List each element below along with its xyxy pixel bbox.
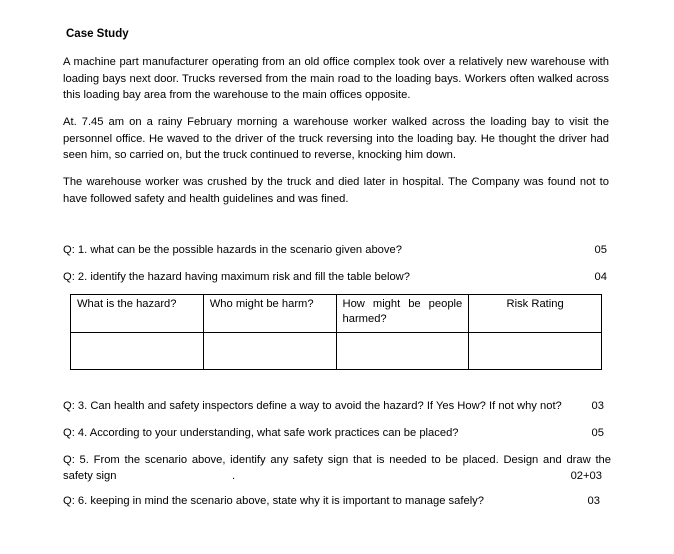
answer-cell-how-harmed[interactable] <box>336 333 469 370</box>
question-3-marks: 03 <box>591 400 604 412</box>
page-title: Case Study <box>66 28 129 40</box>
header-risk-rating: Risk Rating <box>469 295 602 333</box>
hazard-table-header-row <box>71 295 602 333</box>
header-who-harmed: Who might be harm? <box>203 295 336 333</box>
case-paragraph-3: The warehouse worker was crushed by the truck and died later in hospital. The Company was found not to have followed safety and health guidelines and was fined. <box>63 176 609 205</box>
hazard-table-answer-row <box>71 333 602 370</box>
hazard-table <box>70 294 602 370</box>
question-2-text: Q: 2. identify the hazard having maximum risk and fill the table below? <box>63 271 410 283</box>
question-6-text: Q: 6. keeping in mind the scenario above, state why it is important to manage safely? <box>63 495 485 507</box>
header-hazard: What is the hazard? <box>71 295 204 333</box>
question-5-text: Q: 5. From the scenario above, identify any safety sign that is needed to be placed. Design and draw the safety sign <box>63 454 611 482</box>
question-4-text: Q: 4. According to your understanding, what safe work practices can be placed? <box>63 427 459 439</box>
question-1-text: Q: 1. what can be the possible hazards in the scenario given above? <box>63 244 402 256</box>
question-3-text: Q: 3. Can health and safety inspectors define a way to avoid the hazard? If Yes How? If not why not? <box>63 400 562 412</box>
header-how-harmed: How might be people harmed? <box>336 295 469 333</box>
answer-cell-risk-rating[interactable] <box>469 333 602 370</box>
question-5-marks: 02+03 <box>570 470 602 482</box>
case-paragraph-1: A machine part manufacturer operating from an old office complex took over a relatively new warehouse with loading bays next door. Trucks reversed from the main road to the loading bays. Workers often walked across this loading bay area from the warehouse to the main offices opposite. <box>63 56 609 101</box>
question-4-marks: 05 <box>591 427 604 439</box>
answer-cell-who-harmed[interactable] <box>203 333 336 370</box>
question-5-dot: . <box>232 470 236 482</box>
case-paragraph-2: At. 7.45 am on a rainy February morning a warehouse worker walked across the loading bay to visit the personnel office. He waved to the driver of the truck reversing into the loading bay. He thought the driver had seen him, so carried on, but the truck continued to reverse, knocking him down. <box>63 116 609 161</box>
question-6-marks: 03 <box>587 495 600 507</box>
answer-cell-hazard[interactable] <box>71 333 204 370</box>
question-1-marks: 05 <box>594 244 607 256</box>
question-2-marks: 04 <box>594 271 607 283</box>
